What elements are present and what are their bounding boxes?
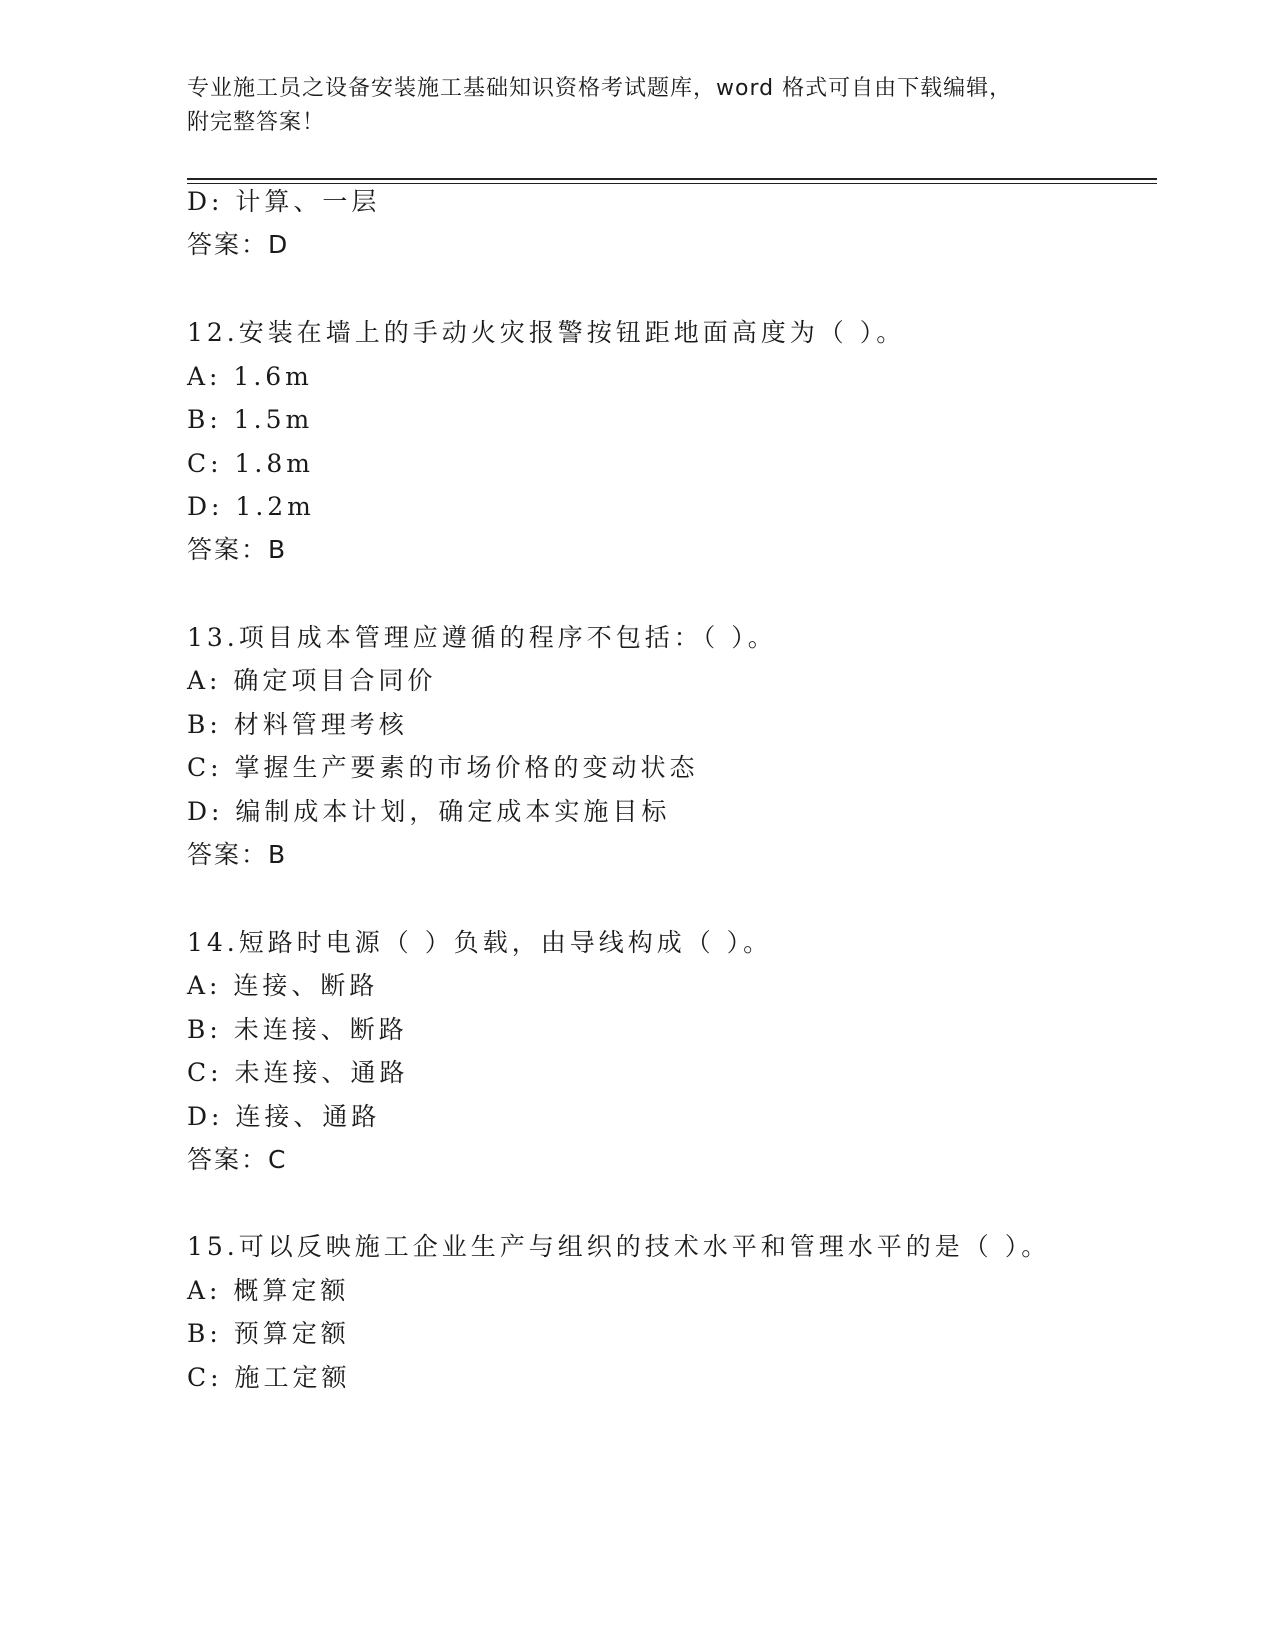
q12-question: 12.安装在墙上的手动火灾报警按钮距地面高度为（ ）。 xyxy=(187,318,906,347)
q13-option-b: B: 材料管理考核 xyxy=(187,710,408,739)
q15-question: 15.可以反映施工企业生产与组织的技术水平和管理水平的是（ ）。 xyxy=(187,1232,1051,1261)
q14-option-d: D: 连接、通路 xyxy=(187,1102,381,1131)
q12-option-b: B: 1.5m xyxy=(187,405,314,434)
q12-answer: 答案：B xyxy=(187,535,288,564)
q14-option-b: B: 未连接、断路 xyxy=(187,1015,408,1044)
q14-answer: 答案：C xyxy=(187,1145,288,1174)
q15-option-c: C: 施工定额 xyxy=(187,1363,351,1392)
q12-option-c: C: 1.8m xyxy=(187,449,314,478)
q14-option-c: C: 未连接、通路 xyxy=(187,1058,409,1087)
q14-question: 14.短路时电源（ ）负载，由导线构成（ ）。 xyxy=(187,928,773,957)
q11-answer: 答案：D xyxy=(187,230,290,259)
q14-option-a: A: 连接、断路 xyxy=(187,971,379,1000)
q11-option-d: D: 计算、一层 xyxy=(187,187,381,216)
header-line-1: 专业施工员之设备安装施工基础知识资格考试题库，word 格式可自由下载编辑， xyxy=(187,76,1013,101)
q13-option-a: A: 确定项目合同价 xyxy=(187,666,437,695)
q13-option-d: D: 编制成本计划，确定成本实施目标 xyxy=(187,797,671,826)
document-header xyxy=(187,72,1067,140)
q13-question: 13.项目成本管理应遵循的程序不包括：（ ）。 xyxy=(187,623,777,652)
header-divider-thin xyxy=(187,183,1157,184)
q13-answer: 答案：B xyxy=(187,840,288,869)
header-divider-thick xyxy=(187,178,1157,180)
q15-option-b: B: 预算定额 xyxy=(187,1319,350,1348)
q13-option-c: C: 掌握生产要素的市场价格的变动状态 xyxy=(187,753,699,782)
header-line-2: 附完整答案！ xyxy=(187,110,326,135)
q15-option-a: A: 概算定额 xyxy=(187,1276,350,1305)
q12-option-a: A: 1.6m xyxy=(187,362,313,391)
q12-option-d: D: 1.2m xyxy=(187,492,315,521)
